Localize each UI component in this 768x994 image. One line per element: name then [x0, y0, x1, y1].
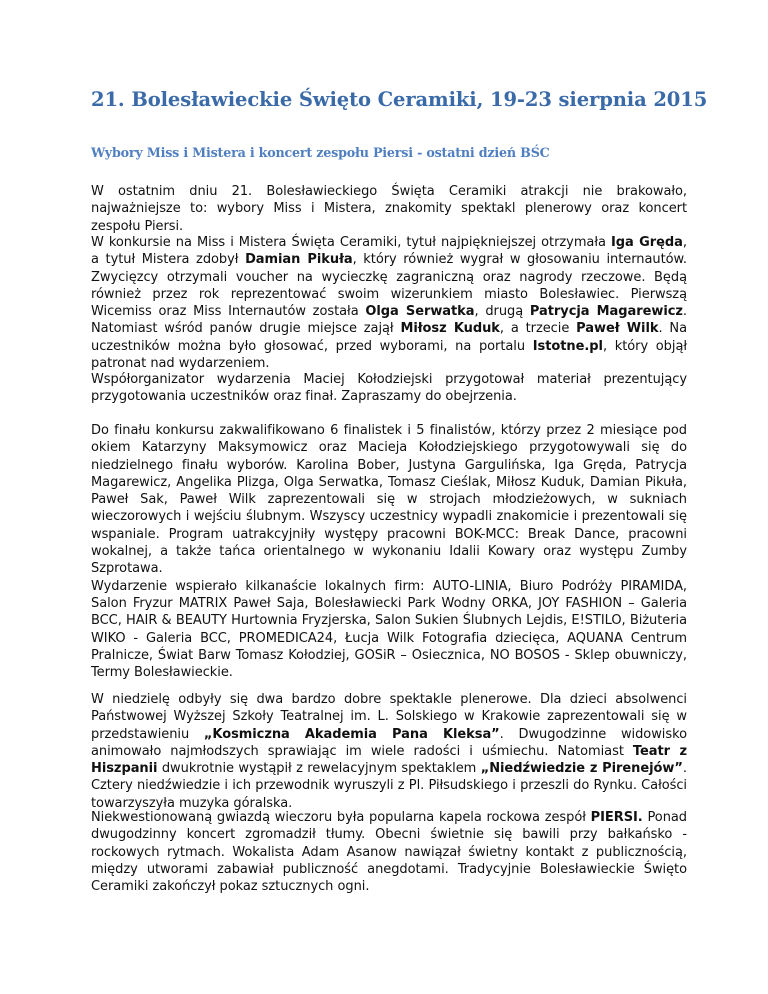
band-piersi: PIERSI. [590, 810, 643, 825]
paragraph-winners: W konkursie na Miss i Mistera Święta Ceramiki, tytuł najpiękniejszej otrzymała Iga Gręda, a tytuł Mistera zdobył Damian Pikuła, który również wygrał w głosowaniu internautów. Zwycięzcy otrzymali voucher na wycieczkę zagraniczną oraz nagrody rzeczowe. Będą również przez rok reprezentować swoim wizerunkiem miasto Bolesławiec. Pierwszą Wicemiss oraz Miss Internautów została Olga Serwatka, drugą Patrycja Magarewicz. Natomiast wśród panów drugie miejsce zajął Miłosz Kuduk, a trzecie Paweł Wilk. Na uczestników można było głosować, przed wyborami, na portalu Istotne.pl, który objął patronat nad wydarzeniem. [91, 235, 688, 372]
name-milosz-kuduk: Miłosz Kuduk [400, 321, 500, 337]
name-patrycja-magarewicz: Patrycja Magarewicz [529, 304, 683, 320]
paragraph-coorganizer: Współorganizator wydarzenia Maciej Kołodziejski przygotował materiał prezentujący przygotowania uczestników oraz finał. Zapraszamy do obejrzenia. [91, 372, 687, 405]
title-niedzwiedzie: „Niedźwiedzie z Pirenejów” [480, 761, 683, 777]
name-damian-pikula: Damian Pikuła [245, 252, 353, 268]
name-olga-serwatka: Olga Serwatka [365, 304, 475, 320]
paragraph-performances: W niedzielę odbyły się dwa bardzo dobre spektakle plenerowe. Dla dzieci absolwenci Państwowej Wyższej Szkoły Teatralnej im. L. Solskiego w Krakowie zaprezentowali się w przedstawieniu „Kosmiczna Akademia Pana Kleksa”. Dwugodzinne widowisko animowało najmłodszych sprawiając im wiele radości i uśmiechu. Natomiast Teatr z Hiszpanii dwukrotnie wystąpił z rewelacyjnym spektaklem „Niedźwiedzie z Pirenejów”. Cztery niedźwiedzie i ich przewodnik wyruszyli z Pl. Piłsudskiego i przeszli do Rynku. Całości towarzyszyła muzyka góralska. [91, 692, 687, 811]
paragraph-intro: W ostatnim dniu 21. Bolesławieckiego Święta Ceramiki atrakcji nie brakowało, najważniejsze to: wybory Miss i Mistera, znakomity spektakl plenerowy oraz koncert zespołu Piersi. [91, 184, 687, 234]
paragraph-finalists: Do finału konkursu zakwalifikowano 6 finalistek i 5 finalistów, którzy przez 2 miesiące pod okiem Katarzyny Maksymowicz oraz Macieja Kołodziejskiego przygotowywali się do niedzielnego finału wyborów. Karolina Bober, Justyna Gargulińska, Iga Gręda, Patrycja Magarewicz, Angelika Plizga, Olga Serwatka, Tomasz Cieślak, Miłosz Kuduk, Damian Pikuła, Paweł Sak, Paweł Wilk zaprezentowali się w strojach młodzieżowych, w sukniach wieczorowych i wejściu ślubnym. Wszyscy uczestnicy wypadli znakomicie i prezentowali się wspaniale. Program uatrakcyjniły występy pracowni BOK-MCC: Break Dance, pracowni wokalnej, a także tańca orientalnego w wykonaniu Idalii Kowary oraz występu Zumby Szprotawa. Wydarzenie wspierało kilkanaście lokalnych firm: AUTO-LINIA, Biuro Podróży PIRAMIDA, Salon Fryzur MATRIX Paweł Saja, Bolesławiecki Park Wodny ORKA, JOY FASHION – Galeria BCC, HAIR & BEAUTY Hurtownia Fryzjerska, Salon Sukien Ślubnych Lejdis, E!STILO, Biżuteria WIKO - Galeria BCC, PROMEDICA24, Łucja Wilk Fotografia dziecięca, AQUANA Centrum Pralnicze, Świat Barw Tomasz Kołodziej, GOSiR – Osiecznica, NO BOSOS - Sklep obuwniczy, Termy Bolesławieckie. [91, 423, 687, 681]
name-iga-greda: Iga Gręda [610, 235, 683, 250]
title-kosmiczna-akademia: „Kosmiczna Akademia Pana Kleksa” [203, 726, 500, 742]
article-body [91, 88, 708, 895]
name-pawel-wilk: Paweł Wilk [576, 321, 659, 337]
article-subtitle: Wybory Miss i Mistera i koncert zespołu Piersi - ostatni dzień BŚC [91, 145, 550, 160]
portal-istotne: Istotne.pl [532, 338, 603, 354]
paragraph-concert: Niekwestionowaną gwiazdą wieczoru była popularna kapela rockowa zespół PIERSI. Ponad dwugodzinny koncert zgromadził tłumy. Obecni świetnie się bawili przy bałkańsko - rockowych rytmach. Wokalista Adam Asanow nawiązał świetny kontakt z publicznością, między utworami zabawiał publiczność anegdotami. Tradycyjnie Bolesławieckie Święto Ceramiki zakończył pokaz sztucznych ogni. [91, 810, 687, 895]
page-title: 21. Bolesławieckie Święto Ceramiki, 19-23 sierpnia 2015 [91, 88, 708, 111]
name-teatr-z-hiszpanii: Teatr z Hiszpanii [91, 743, 687, 777]
